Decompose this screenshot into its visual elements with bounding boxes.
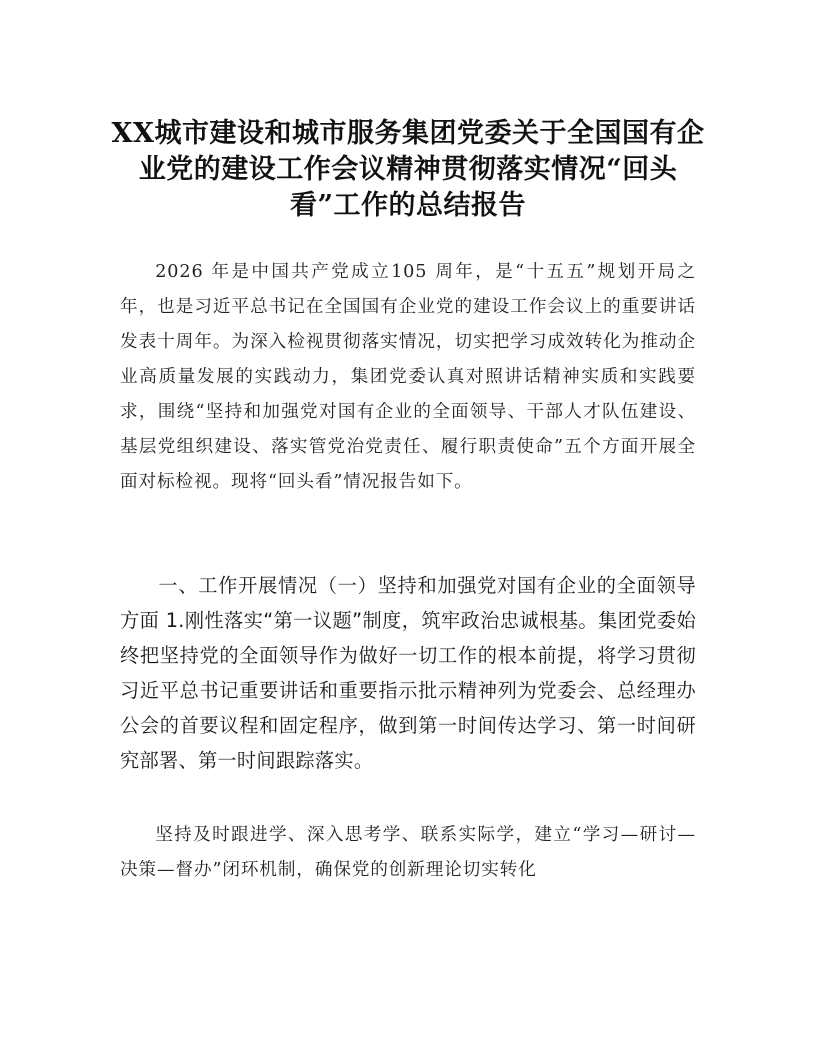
intro-paragraph: 2026 年是中国共产党成立105 周年，是“十五五”规划开局之年，也是习近平总书记在全国国有企业党的建设工作会议上的重要讲话发表十周年。为深入检视贯彻落实情况，切实把学习成效转化为推动企业高质量发展的实践动力，集团党委认真对照讲话精神实质和实践要求，围绕“坚持和加强党对国有企业的全面领导、干部人才队伍建设、基层党组织建设、落实管党治党责任、履行职责使命”五个方面开展全面对标检视。现将“回头看”情况报告如下。 xyxy=(120,262,696,492)
document-title: XX城市建设和城市服务集团党委关于全国国有企业党的建设工作会议精神贯彻落实情况“回头看”工作的总结报告 xyxy=(111,118,705,221)
section-one-paragraph: 一、工作开展情况（一）坚持和加强党对国有企业的全面领导方面 1.刚性落实“第一议题”制度，筑牢政治忠诚根基。集团党委始终把坚持党的全面领导作为做好一切工作的根本前提，将学习贯彻习近平总书记重要讲话和重要指示批示精神列为党委会、总经理办公会的首要议程和固定程序，做到第一时间传达学习、第一时间研究部署、第一时间跟踪落实。 xyxy=(120,574,696,772)
study-paragraph: 坚持及时跟进学、深入思考学、联系实际学，建立“学习—研讨—决策—督办”闭环机制，确保党的创新理论切实转化 xyxy=(120,825,696,880)
